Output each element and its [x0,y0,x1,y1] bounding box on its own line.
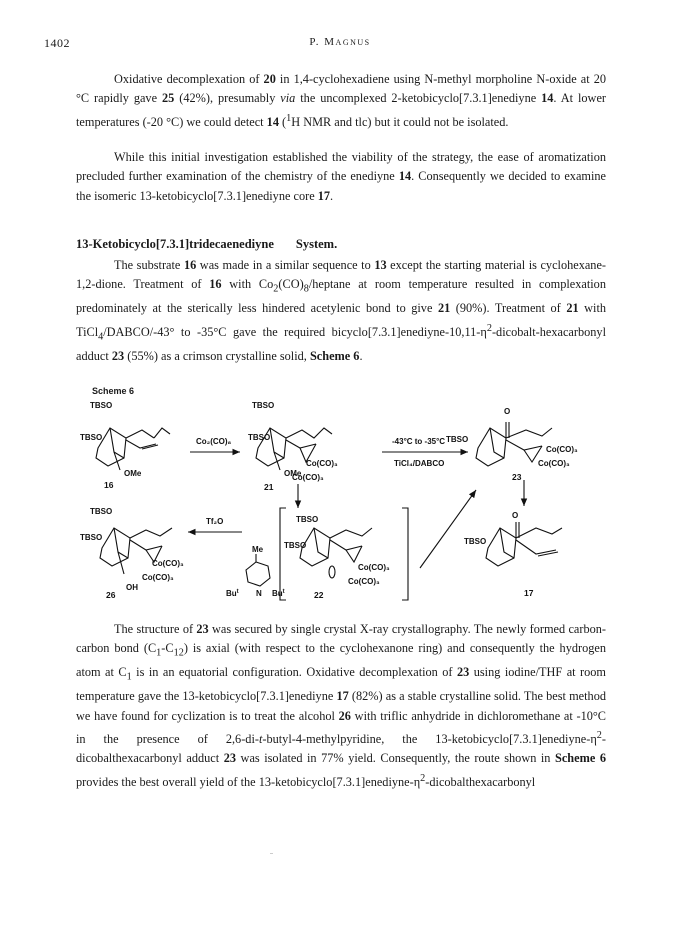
butyl-label: Bu$^t$ [272,589,285,598]
coco3-label: Co(CO)₃ [142,573,174,582]
nitrogen-label: N [256,589,262,598]
scan-artifact [270,853,273,854]
tbso-label: TBSO [252,401,275,410]
oh-label: OH [126,583,138,592]
compound-label-23: 23 [512,472,522,482]
oxygen-label: O [504,407,511,416]
ome-label: OMe [124,469,142,478]
structure-16 [96,428,170,470]
compound-label-26: 26 [106,590,116,600]
paragraph-4: The structure of 23 was secured by single crystal X-ray crystallography. The newly formed carbon-carbon bond $(C_1-C_{12})$ is axial (with respect to the cyclohexanone ring) and consequently the hydrogen atom at $C_1$ is in an equatorial configuration. Oxidative decomplexation of 23 using iodine/THF at room temperature gave the 13-ketobicyclo[7.3.1]enediyne 17 (82%) as a stable crystalline solid. The best method we have found for cyclization is to treat the alcohol 26 with triflic anhydride in dichloromethane at -10°C in the presence of 2,6-di-t-butyl-4-methylpyridine, the $13-ketobicyclo[7.3.1]enediyne-\eta^2$-dicobalthexacarbonyl adduct 23 was isolated in 77% yield. Consequently, the route shown in Scheme 6 provides the best overall yield of the $13-ketobicyclo[7.3.1]enediyne-\eta^2$-dicobalthexacarbonyl [76,622,607,789]
tbso-label: TBSO [90,507,113,516]
arrow-22-to-23 [420,490,476,568]
coco3-label: Co(CO)₃ [538,459,570,468]
running-head: P. Magnus [309,36,371,48]
tbso-label: TBSO [296,515,319,524]
structure-pyridine [246,554,270,586]
coco3-label: Co(CO)₃ [292,473,324,482]
compound-label-16: 16 [104,480,114,490]
structure-17 [486,522,562,566]
scheme-label: Scheme 6 [92,386,135,396]
coco3-label: Co(CO)₃ [348,577,380,586]
reagent-ticl4-dabco: TiCl₄/DABCO [394,459,445,468]
coco3-label: Co(CO)₃ [152,559,184,568]
paragraph-2: While this initial investigation established the viability of the strategy, the ease of aromatization precluded further examination of the chemistry of the enediyne 14. Consequently we decided to examine the isomeric 13-ketobicyclo[7.3.1]enediyne core 17. [76,150,606,203]
coco3-label: Co(CO)₃ [546,445,578,454]
compound-label-22: 22 [314,590,324,600]
methyl-label: Me [252,545,264,554]
paragraph-3: The substrate 16 was made in a similar sequence to 13 except the starting material is cyclohexane-1,2-dione. Treatment of 16 with $Co_2(CO)_8$/heptane at room temperature resulted in complexation predominately at the sterically less hindered acetylenic bond to give 21 (90%). Treatment of 21 with TiCl$_4$/DABCO/-43° to -35°C gave the required $bicyclo[7.3.1]enediyne-10,11-\eta^2-dicobalt$-hexacarbonyl adduct 23 (55%) as a crimson crystalline solid, Scheme 6. [76,258,607,363]
coco3-label: Co(CO)₃ [358,563,390,572]
tbso-label: TBSO [80,533,103,542]
page-number: 1402 [44,36,70,50]
tbso-label: TBSO [284,541,307,550]
tbso-label: TBSO [90,401,113,410]
section-heading: 13-Ketobicyclo[7.3.1]tridecaenediyne System. [76,237,338,251]
paragraph-1: Oxidative decomplexation of 20 in 1,4-cyclohexadiene using N-methyl morpholine N-oxide at 20 °C rapidly gave 25 (42%), presumably via the uncomplexed 2-ketobicyclo[7.3.1]enediyne 14. At lower temperatures (-20 °C) we could detect 14 ($^1$H NMR and tlc) but it could not be isolated. [76,72,606,129]
reagent-temperature: -43°C to -35°C [392,437,446,446]
oxygen-label: O [512,511,519,520]
tbso-label: TBSO [80,433,103,442]
reagent-tf2o: Tf₂O [206,517,224,526]
coco3-label: Co(CO)₃ [306,459,338,468]
compound-label-21: 21 [264,482,274,492]
tbso-label: TBSO [248,433,271,442]
tbso-label: TBSO [464,537,487,546]
butyl-label: Bu$^t$ [226,589,239,598]
tbso-label: TBSO [446,435,469,444]
ome-label: OMe [284,469,302,478]
compound-label-17: 17 [524,588,534,598]
reaction-scheme [80,400,620,610]
reagent-co2co8: Co₂(CO)₈ [196,437,232,446]
